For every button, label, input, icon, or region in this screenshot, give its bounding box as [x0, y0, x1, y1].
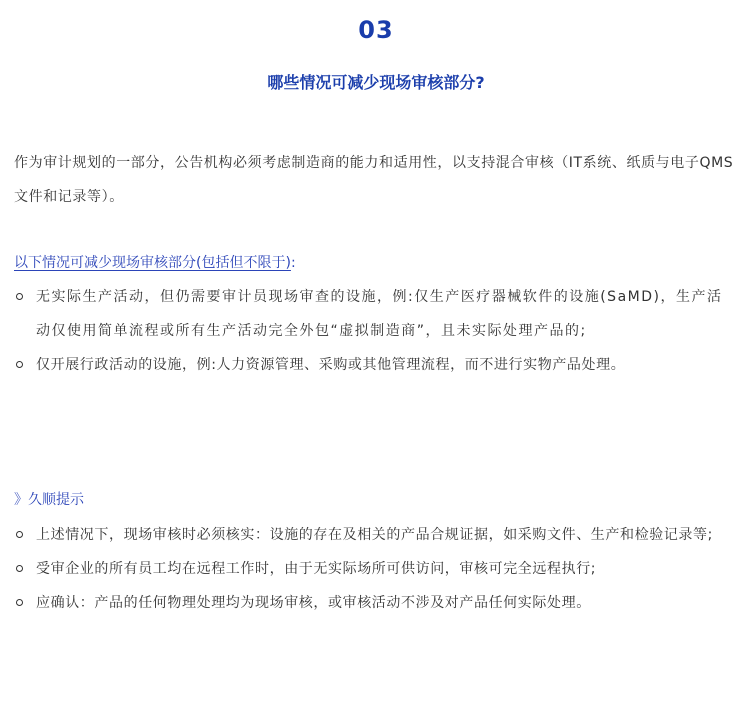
tips-heading: 》久顺提示 [14, 492, 84, 508]
list-item [14, 348, 736, 382]
bullet-circle-icon [16, 293, 23, 300]
reduce-heading-link[interactable]: 以下情况可减少现场审核部分(包括但不限于) [14, 255, 291, 271]
list-item [14, 586, 736, 620]
list-item [14, 518, 736, 552]
list-item-text: 受审企业的所有员工均在远程工作时，由于无实际场所可供访问，审核可完全远程执行; [36, 561, 597, 577]
list-item-text: 仅开展行政活动的设施，例:人力资源管理、采购或其他管理流程，而不进行实物产品处理。 [36, 357, 626, 373]
reduce-heading [14, 251, 296, 275]
list-item [14, 280, 736, 348]
bullet-circle-icon [16, 361, 23, 368]
reduce-heading-colon: : [290, 255, 296, 271]
tips-list [14, 518, 736, 620]
list-item-text: 应确认：产品的任何物理处理均为现场审核，或审核活动不涉及对产品任何实际处理。 [36, 595, 591, 611]
list-item-text: 无实际生产活动，但仍需要审计员现场审查的设施，例:仅生产医疗器械软件的设施(SaMD)，生产活动仅使用简单流程或所有生产活动完全外包“虚拟制造商”，且未实际处理产品的; [36, 289, 723, 339]
reduce-list [14, 280, 736, 382]
bullet-circle-icon [16, 565, 23, 572]
intro-paragraph: 作为审计规划的一部分，公告机构必须考虑制造商的能力和适用性，以支持混合审核（IT系统、纸质与电子QMS文件和记录等）。 [14, 155, 734, 205]
section-title: 哪些情况可减少现场审核部分? [267, 73, 485, 92]
list-item [14, 552, 736, 586]
section-number: 03 [358, 16, 394, 44]
list-item-text: 上述情况下，现场审核时必须核实：设施的存在及相关的产品合规证据，如采购文件、生产和检验记录等; [36, 527, 713, 543]
bullet-circle-icon [16, 599, 23, 606]
bullet-circle-icon [16, 531, 23, 538]
